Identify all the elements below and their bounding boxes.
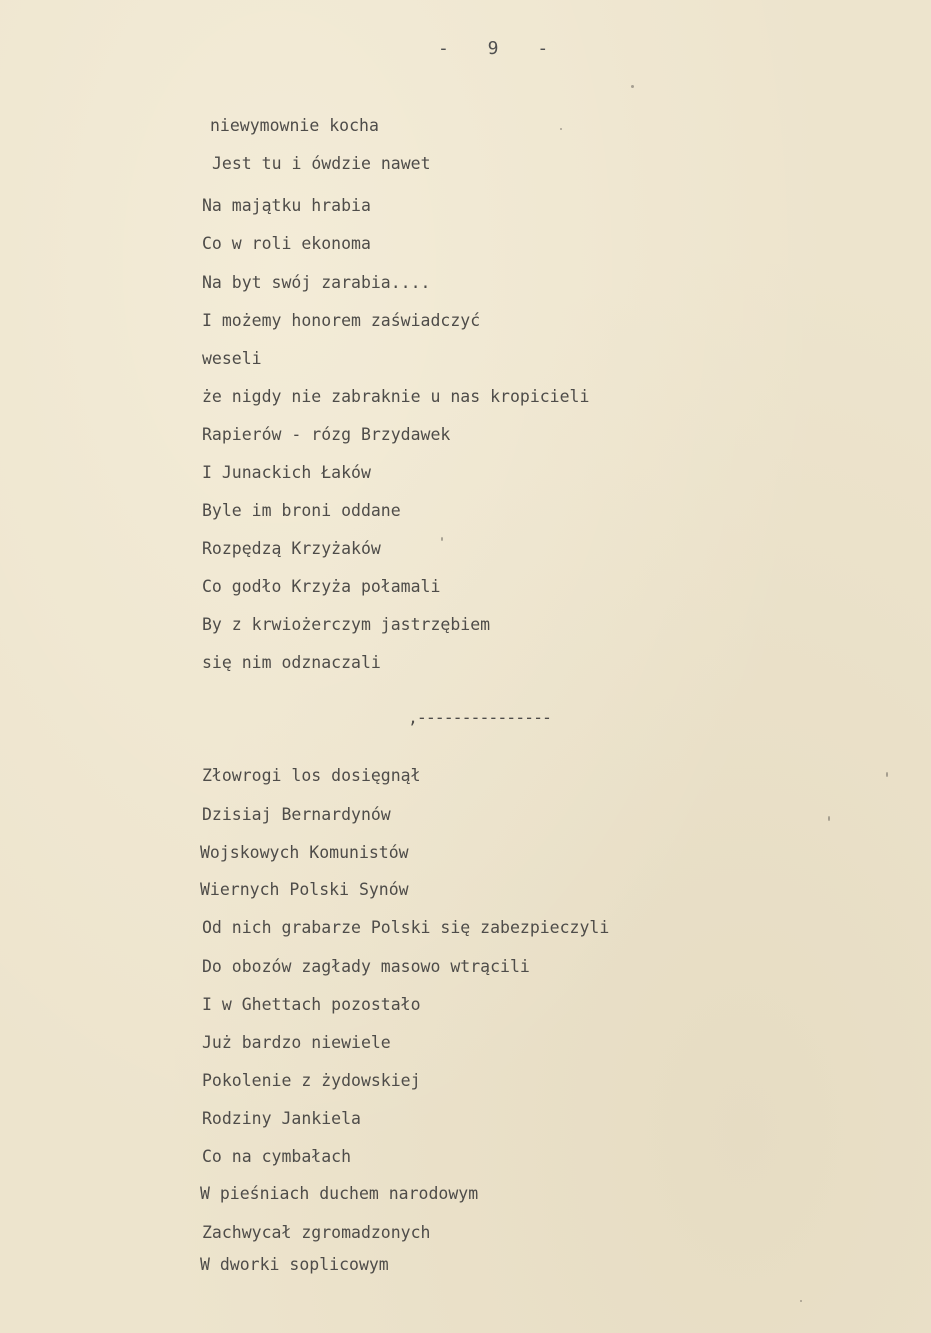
poem-line: Już bardzo niewiele <box>202 1033 391 1052</box>
poem-line: Wojskowych Komunistów <box>200 843 409 862</box>
poem-line: By z krwiożerczym jastrzębiem <box>202 615 491 634</box>
poem-line: I w Ghettach pozostało <box>202 995 421 1014</box>
poem-line: I możemy honorem zaświadczyć <box>202 311 481 330</box>
poem-line: weseli <box>202 349 262 368</box>
poem-line: się nim odznaczali <box>202 653 381 672</box>
poem-line: W pieśniach duchem narodowym <box>200 1184 479 1203</box>
poem-line: niewymownie kocha <box>210 116 379 135</box>
paper-speck <box>886 772 888 777</box>
poem-line: że nigdy nie zabraknie u nas kropicieli <box>202 387 590 406</box>
poem-line: Byle im broni oddane <box>202 501 401 520</box>
poem-line: W dworki soplicowym <box>200 1255 389 1274</box>
poem-line: Na byt swój zarabia.... <box>202 273 431 292</box>
poem-line: Co w roli ekonoma <box>202 234 371 253</box>
page-number: - 9 - <box>438 38 563 59</box>
poem-line: Pokolenie z żydowskiej <box>202 1071 421 1090</box>
poem-line: Złowrogi los dosięgnął <box>202 766 421 785</box>
paper-speck <box>441 537 443 541</box>
paper-speck <box>631 85 634 88</box>
poem-line: Dzisiaj Bernardynów <box>202 805 391 824</box>
poem-line: Do obozów zagłady masowo wtrącili <box>202 957 530 976</box>
paper-speck <box>560 128 562 130</box>
poem-line: Na majątku hrabia <box>202 196 371 215</box>
poem-line: Od nich grabarze Polski się zabezpieczyli <box>202 918 610 937</box>
poem-line: Rodziny Jankiela <box>202 1109 361 1128</box>
poem-line: Wiernych Polski Synów <box>200 880 409 899</box>
poem-line: Rozpędzą Krzyżaków <box>202 539 381 558</box>
poem-line: Co godło Krzyża połamali <box>202 577 441 596</box>
poem-line: I Junackich Łaków <box>202 463 371 482</box>
poem-line: Co na cymbałach <box>202 1147 352 1166</box>
paper-speck <box>800 1300 802 1302</box>
poem-line: Zachwycał zgromadzonych <box>202 1223 431 1242</box>
section-divider: ,--------------- <box>408 708 551 727</box>
paper-speck <box>828 816 830 821</box>
poem-line: Rapierów - rózg Brzydawek <box>202 425 451 444</box>
poem-line: Jest tu i ówdzie nawet <box>212 154 431 173</box>
